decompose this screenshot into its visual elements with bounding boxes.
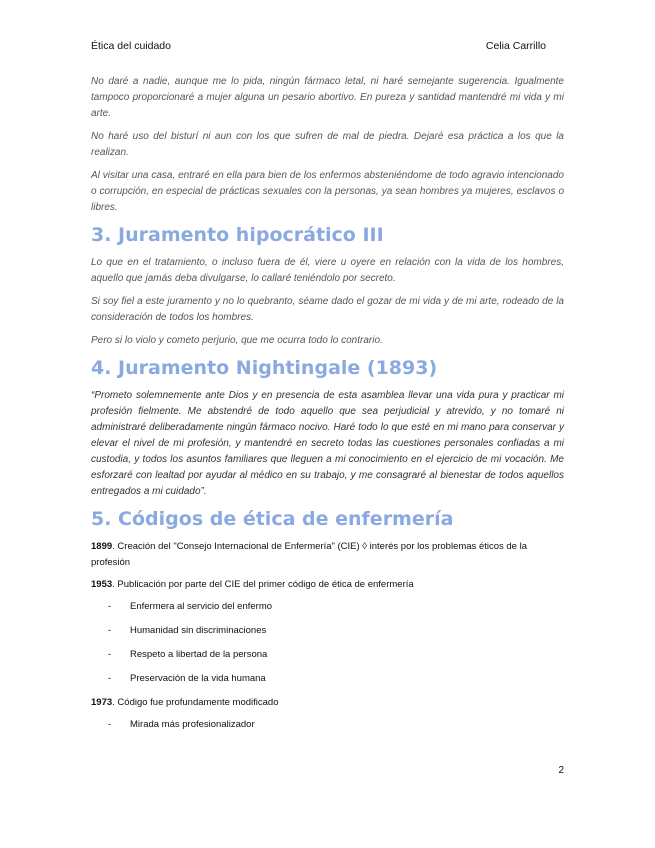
entry-text: . Creación del "Consejo Internacional de Enfermería" (CIE) ◊ interés por los problemas éticos de la profesión	[91, 541, 528, 568]
entry-text: . Código fue profundamente modificado	[112, 697, 279, 708]
list-item: - Humanidad sin discriminaciones	[91, 623, 564, 639]
header-title: Ética del cuidado	[91, 40, 171, 52]
intro-paragraph: No haré uso del bisturí ni aun con los que sufren de mal de piedra. Dejaré esa práctica a los que la realizan.	[91, 131, 564, 158]
dash-bullet: -	[108, 601, 112, 612]
dash-bullet: -	[108, 625, 112, 636]
list-item: - Mirada más profesionalizador	[91, 717, 564, 733]
section3-paragraph: Si soy fiel a este juramento y no lo quebranto, séame dado el gozar de mi vida y de mi arte, rodeado de la consideración de todos los hombres.	[91, 296, 564, 323]
intro-paragraph: No daré a nadie, aunque me lo pida, ningún fármaco letal, ni haré semejante sugerencia. Igualmente tampoco proporcionaré a mujer alguna un pesario abortivo. En pureza y santidad mantendré mi vida y mi arte.	[91, 76, 564, 119]
entry-1953	[91, 577, 564, 593]
dash-bullet: -	[108, 719, 112, 730]
entry-year: 1953	[91, 579, 113, 590]
entry-text: . Publicación por parte del CIE del primer código de ética de enfermería	[112, 579, 414, 590]
entry-year: 1973	[91, 697, 113, 708]
header-author: Celia Carrillo	[485, 40, 546, 52]
list-item: - Enfermera al servicio del enfermo	[91, 599, 564, 615]
dash-bullet: -	[108, 649, 112, 660]
page-content	[91, 74, 564, 741]
list-item: - Respeto a libertad de la persona	[91, 647, 564, 663]
section3-paragraph: Lo que en el tratamiento, o incluso fuera de él, viere u oyere en relación con la vida de los hombres, aquello que jamás deba divulgarse, lo callaré teniéndolo por secreto.	[91, 257, 564, 284]
section3-paragraph: Pero si lo violo y cometo perjurio, que me ocurra todo lo contrario.	[91, 335, 383, 346]
page-number: 2	[558, 765, 564, 776]
list-item: - Preservación de la vida humana	[91, 671, 564, 687]
entry-1899	[91, 539, 564, 571]
intro-paragraph: Al visitar una casa, entraré en ella para bien de los enfermos absteniéndome de todo agravio intencionado o corrupción, en especial de prácticas sexuales con la personas, ya sean hombres ya mujeres, esclavos o libres.	[91, 170, 564, 213]
nightingale-quote: “Prometo solemnemente ante Dios y en presencia de esta asamblea llevar una vida pura y practicar mi profesión fielmente. Me abstendré de todo aquello que sea perjudicial y atrevido, y no tomaré ni administraré deliberadamente ningún fármaco nocivo. Haré todo lo que esté en mi mano para conservar y elevar el nivel de mi profesión, y mantendré en secreto todas las cuestiones personales confiadas a mi custodia, y todos los asuntos familiares que lleguen a mi conocimiento en el ejercicio de mi vocación. Me esforzaré con lealtad por ayudar al médico en su trabajo, y me consagraré al bienestar de todos aquellos entregados a mi cuidado”.	[91, 390, 564, 497]
list-1953	[91, 599, 564, 687]
entry-1973	[91, 695, 564, 711]
list-1973	[91, 717, 564, 733]
section-heading-3: 3. Juramento hipocrático III	[91, 224, 384, 246]
dash-bullet: -	[108, 673, 112, 684]
entry-year: 1899	[91, 541, 113, 552]
section-heading-4: 4. Juramento Nightingale (1893)	[91, 357, 438, 379]
section-heading-5: 5. Códigos de ética de enfermería	[91, 508, 454, 530]
